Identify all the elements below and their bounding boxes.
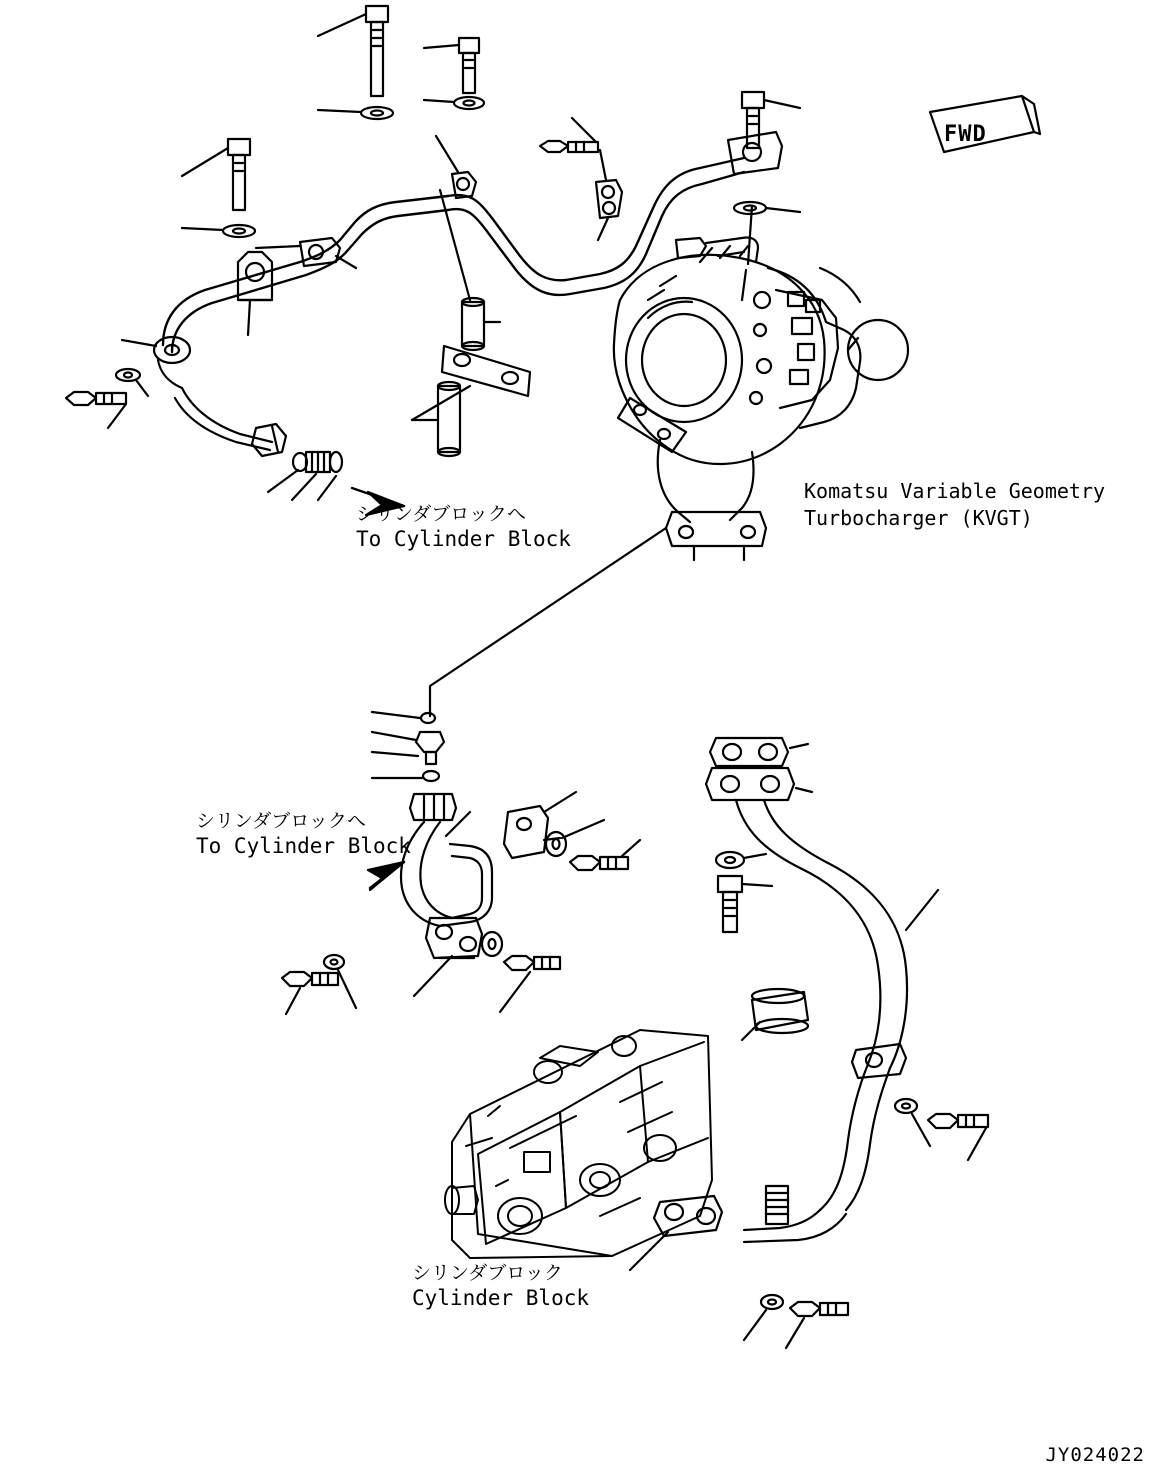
spacer-right — [752, 989, 808, 1033]
bolt-mid-upper — [540, 141, 598, 152]
label-cylinder-block-en: Cylinder Block — [412, 1286, 590, 1310]
threaded-nipple — [766, 1186, 788, 1224]
pipe-bracket-upper-left — [300, 238, 340, 266]
washer-right-lower — [895, 1099, 917, 1113]
washer-top-2 — [454, 97, 484, 109]
gasket-drain-lower — [654, 1196, 722, 1236]
drawing-number: JY024022 — [1045, 1444, 1145, 1466]
union-nut-left — [252, 424, 286, 456]
washer-middle-2 — [482, 932, 502, 956]
spacer-upper — [462, 298, 484, 350]
fwd-label: FWD — [944, 122, 987, 147]
washer-middle-3 — [324, 955, 344, 969]
pipe-flange-upper-right — [728, 132, 782, 174]
pipe-bracket-upper-right — [596, 180, 622, 218]
bolt-top-right — [742, 92, 764, 148]
label-to-cylinder-block-1-jp: シリンダブロックへ — [356, 503, 526, 525]
connector-left — [306, 452, 342, 472]
union-nut-middle — [410, 794, 456, 820]
bolt-middle-1 — [570, 856, 628, 870]
label-cylinder-block-jp: シリンダブロック — [412, 1262, 563, 1284]
fitting-middle — [416, 713, 444, 781]
washer-bottom — [761, 1295, 783, 1309]
bolt-short-top — [459, 38, 479, 93]
label-to-cylinder-block-1-en: To Cylinder Block — [356, 527, 571, 551]
washer-top-1 — [361, 107, 393, 119]
bolt-middle-3 — [282, 972, 338, 986]
oil-pipe-left-lower — [175, 388, 272, 450]
label-kvgt-line1: Komatsu Variable Geometry — [804, 479, 1106, 503]
washer-left-upper — [223, 225, 255, 237]
label-to-cylinder-block-2-en: To Cylinder Block — [196, 834, 411, 858]
pipe-clamp-upper-mid — [452, 172, 476, 198]
washer-middle-1 — [546, 832, 566, 856]
bolt-right-upper — [718, 876, 742, 932]
oil-return-pipe-middle — [401, 822, 492, 926]
cylinder-block — [445, 1030, 712, 1258]
bolt-bottom — [790, 1302, 848, 1316]
flange-drain-upper — [706, 768, 794, 800]
gasket-drain-upper — [710, 738, 788, 766]
bolt-long-top — [366, 6, 388, 96]
washer-top-right — [734, 202, 766, 214]
bolt-left-upper — [228, 139, 250, 210]
bolt-middle-2 — [504, 956, 560, 970]
label-kvgt-line2: Turbocharger (KVGT) — [804, 506, 1033, 530]
label-to-cylinder-block-2-jp: シリンダブロックへ — [196, 810, 366, 832]
washer-right-upper — [716, 852, 744, 868]
bolt-right-lower — [928, 1114, 988, 1128]
banjo-fitting-left — [154, 337, 190, 388]
bolt-left-lower — [66, 392, 126, 405]
